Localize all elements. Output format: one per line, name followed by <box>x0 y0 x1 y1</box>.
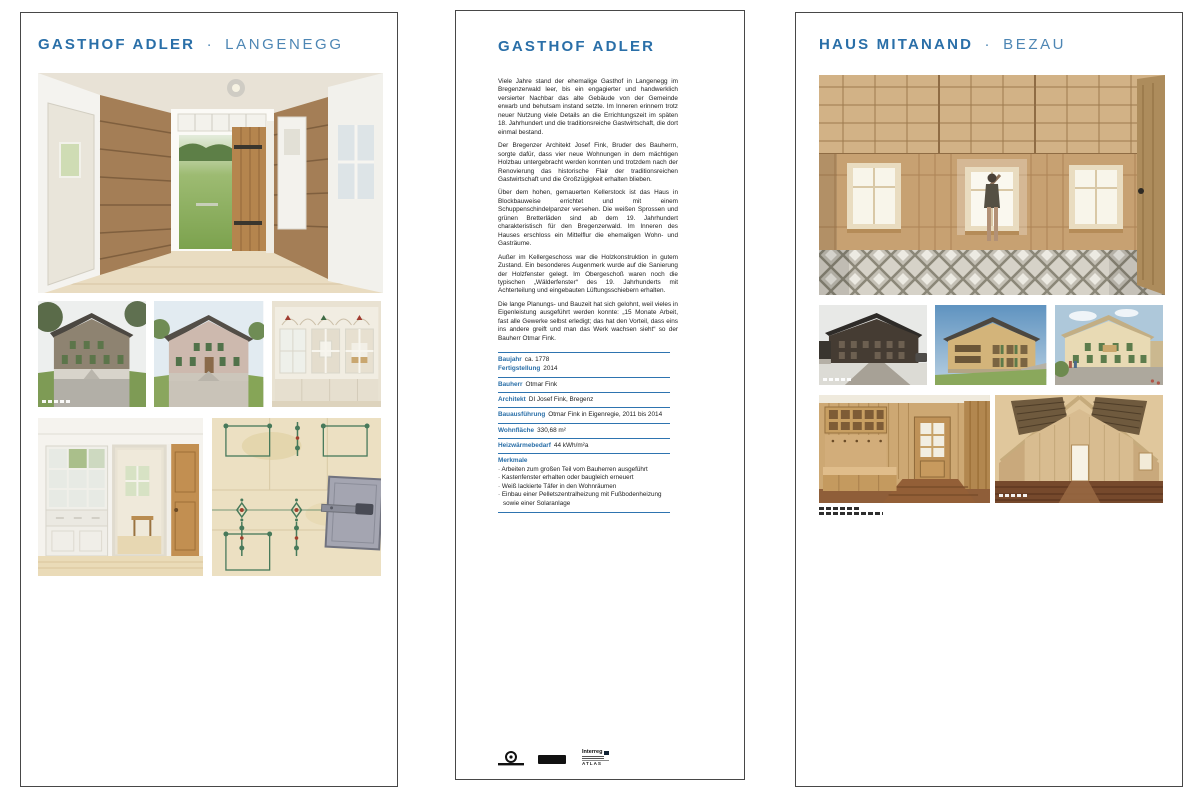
eu-flag-icon <box>604 751 609 755</box>
footer-logos <box>498 750 609 767</box>
paragraph: Die lange Planungs- und Bauzeit hat sich gelohnt, weil vieles in Eigenleistung ausgeführt werden konnte: „15 Monate Arbeit, fast alle Gewerke selbst erledigt; das hat den Vorteil, dass eins ins andere greift und man das Werk wachsen sieht“ so der Bauherr Otmar Fink. <box>498 300 678 342</box>
photo-renovated-house-shutters <box>1055 305 1163 385</box>
info-row-wohnflaeche: Wohnfläche 330,68 m² <box>498 426 566 434</box>
merkmale-heading: Merkmale <box>498 457 528 465</box>
photo-attic-room <box>995 395 1163 503</box>
title-separator: · <box>984 36 992 53</box>
page-title-middle <box>498 39 744 54</box>
photo-wood-mudroom-interior <box>819 395 990 503</box>
panel-gasthof-adler-photos <box>20 12 398 787</box>
photo-wood-room-woman-at-window <box>819 75 1165 295</box>
info-merkmale <box>498 453 670 513</box>
photo-dark-house-renovation <box>819 305 927 385</box>
info-row-fertigstellung: Fertigstellung 2014 <box>498 365 558 373</box>
interreg-label: Interreg <box>582 748 603 755</box>
merkmale-item: · Einbau einer Pelletszentralheizung mit Fußbodenheizung sowie einer Solaranlage <box>498 491 670 508</box>
paragraph: Außer im Kellergeschoss war die Holzkonstruktion in gutem Zustand. Ein besonderes Augenmerk wurde auf die Sanierung der Holzfenster gelegt. Im Obergeschoß waren noch die typischen „Wälderfenster“ des 19. Jahrhunderts mit Achterteilung und eingebauten Lüftungsschiebern erhalten. <box>498 253 678 295</box>
photo-caption-line1 <box>819 507 859 510</box>
merkmale-item: · Arbeiten zum großen Teil vom Bauherren ausgeführt <box>498 466 670 475</box>
photo-new-wood-building <box>935 305 1046 385</box>
page-title-left <box>38 37 381 52</box>
merkmale-item: · Kastenfenster erhalten oder baugleich erneuert <box>498 474 670 483</box>
atlas-label: ATLAS <box>582 760 609 767</box>
panel-haus-mitanand <box>795 12 1183 787</box>
photo-credit-watermark <box>42 400 70 404</box>
photo-credit-watermark <box>999 494 1027 498</box>
interreg-logo <box>582 750 609 767</box>
paragraph: Über dem hohen, gemauerten Kellerstock ist das Haus in Blockbauweise errichtet und mit einem Schuppenschindelpanzer versehen. Die weißen Sprossen und grünen Bretterläden sind ab dem 19. Jahrhundert charakteristisch für den Bregenzerwald. Im Inneren des Hauses erschloss ein Mittelflur die ehemaligen Wohn- und Gasträume. <box>498 189 678 248</box>
photo-glazed-partition-interior <box>272 301 381 407</box>
photo-renovated-house <box>154 301 263 407</box>
page-title-right <box>819 37 1163 52</box>
photo-credit-watermark <box>823 378 851 382</box>
wordmark-logo <box>538 755 566 764</box>
title-separator: · <box>206 36 214 53</box>
info-row-architekt: Architekt DI Josef Fink, Bregenz <box>498 395 594 403</box>
info-row-heizwaermebedarf: Heizwärmebedarf 44 kWh/m²a <box>498 441 589 449</box>
info-table <box>498 352 670 513</box>
photo-caption-line2 <box>819 512 883 515</box>
interreg-sublines <box>582 756 604 759</box>
title-location: LANGENEGG <box>225 36 344 53</box>
photo-old-house-before <box>38 301 146 407</box>
photo-hallway-open-door <box>38 73 383 293</box>
body-text <box>498 78 678 343</box>
emblem-logo <box>498 751 524 767</box>
title-main: GASTHOF ADLER <box>498 38 656 55</box>
paragraph: Viele Jahre stand der ehemalige Gasthof in Langenegg im Bregenzerwald leer, bis ein engagierter und handwerklich versierter Nachbar das alte Gebäude von der Gemeinde erwarb und behutsam instand setzte. Im Inneren erinnern trotz neuer Nutzung viele Details an die Errichtungszeit im späten 18. Jahrhundert und die traditionsreiche Gastwirtschaft, die dort einmal bestand. <box>498 78 678 136</box>
merkmale-item: · Weiß lackierte Täfer in den Wohnräumen <box>498 483 670 492</box>
title-main: HAUS MITANAND <box>819 36 974 53</box>
title-location: BEZAU <box>1003 36 1067 53</box>
photo-painted-ornament-detail <box>212 418 381 576</box>
info-row-baujahr: Baujahr ca. 1778 <box>498 356 550 364</box>
paragraph: Der Bregenzer Architekt Josef Fink, Bruder des Bauherrn, sorgte dafür, dass vier neue Wohnungen in dem mächtigen Holzbau untergebracht werden konnten und trotzdem nach der Renovierung das historische Flair der traditionsreichen Gastwirtschaft und die Großzügigkeit erhalten blieben. <box>498 142 678 183</box>
title-main: GASTHOF ADLER <box>38 36 196 53</box>
info-row-bauherr: Bauherr Otmar Fink <box>498 380 558 388</box>
panel-gasthof-adler-text <box>455 10 745 780</box>
info-row-bauausfuehrung: Bauausführung Otmar Fink in Eigenregie, 2011 bis 2014 <box>498 411 663 419</box>
photo-white-room-interior <box>38 418 203 576</box>
